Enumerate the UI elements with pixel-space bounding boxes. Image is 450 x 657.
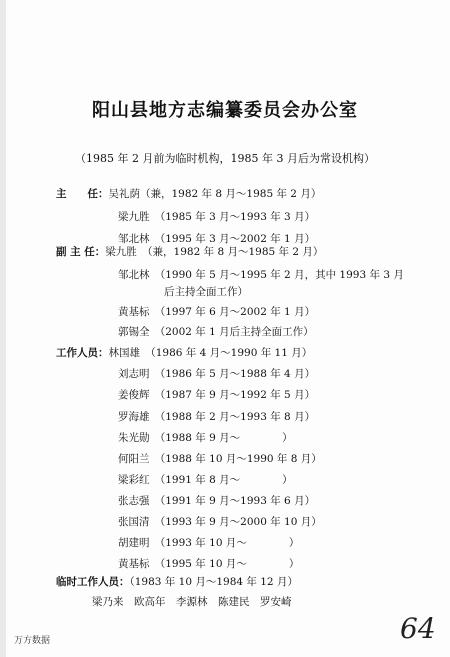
line-staff-10 [118, 535, 299, 550]
line-text: 吴礼荫（兼，1982 年 8 月～1985 年 2 月） [108, 188, 322, 200]
line-text: 朱光勋 （1988 年 9 月～ ） [118, 432, 293, 444]
line-text: 郭锡全 （2002 年 1 月后主持全面工作） [118, 326, 314, 338]
line-text: 梁乃来 欧高年 李源林 陈建民 罗安崎 [92, 596, 292, 608]
line-staff-6 [118, 451, 322, 466]
line-text: 何阳兰 （1988 年 10 月～1990 年 8 月） [118, 453, 322, 465]
line-staff-2 [118, 366, 315, 381]
line-text: 张志强 （1991 年 9 月～1993 年 6 月） [118, 495, 316, 507]
line-staff-9 [118, 514, 322, 529]
watermark-footer: 万方数据 [14, 636, 51, 646]
role-label: 副 主 任： [56, 246, 106, 258]
role-label: 工作人员： [56, 347, 109, 359]
line-temp-staff-names [92, 594, 292, 609]
line-text: 梁九胜 （兼，1982 年 8 月～1985 年 2 月） [105, 246, 324, 258]
line-deputy-2 [118, 267, 404, 282]
line-staff-11 [118, 556, 299, 571]
line-staff-8 [118, 493, 315, 508]
line-text: 罗海雄 （1988 年 2 月～1993 年 8 月） [118, 411, 316, 423]
line-staff-7 [118, 472, 293, 487]
line-text: 黄基标 （1995 年 10 月～ ） [118, 558, 300, 570]
line-staff-5 [118, 430, 293, 445]
page-number: 64 [400, 612, 436, 645]
line-text: 后主持全面工作） [164, 286, 248, 298]
line-text: 邹北林 （1990 年 5 月～1995 年 2 月，其中 1993 年 3 月 [118, 269, 404, 281]
line-text: 胡建明 （1993 年 10 月～ ） [118, 537, 300, 549]
line-temp-staff [56, 574, 298, 589]
line-text: 张国清 （1993 年 9 月～2000 年 10 月） [118, 516, 322, 528]
line-text: 梁彩红 （1991 年 8 月～ ） [118, 474, 293, 486]
line-director-1 [56, 186, 321, 201]
line-deputy-4 [118, 324, 314, 339]
line-text: 林国雄 （1986 年 4 月～1990 年 11 月） [108, 347, 313, 359]
line-staff-1 [56, 345, 312, 360]
line-text: 邹北林 （1995 年 3 月～2002 年 1 月） [118, 233, 316, 245]
line-text: 梁九胜 （1985 年 3 月～1993 年 3 月） [118, 211, 316, 223]
line-director-2 [118, 209, 315, 224]
line-deputy-2b [164, 284, 248, 299]
line-deputy-3 [118, 304, 315, 319]
line-text: （1983 年 10 月～1984 年 12 月） [129, 576, 298, 588]
page-subtitle: （1985 年 2 月前为临时机构，1985 年 3 月后为常设机构） [75, 152, 375, 165]
line-staff-4 [118, 409, 315, 424]
line-deputy-1 [56, 244, 323, 259]
page-title: 阳山县地方志编纂委员会办公室 [92, 100, 358, 121]
line-text: 刘志明 （1986 年 5 月～1988 年 4 月） [118, 368, 316, 380]
line-text: 黄基标 （1997 年 6 月～2002 年 1 月） [118, 306, 316, 318]
line-text: 姜俊辉 （1987 年 9 月～1992 年 5 月） [118, 389, 316, 401]
line-staff-3 [118, 387, 315, 402]
role-label: 主 任： [56, 188, 109, 200]
role-label: 临时工作人员： [56, 576, 130, 588]
